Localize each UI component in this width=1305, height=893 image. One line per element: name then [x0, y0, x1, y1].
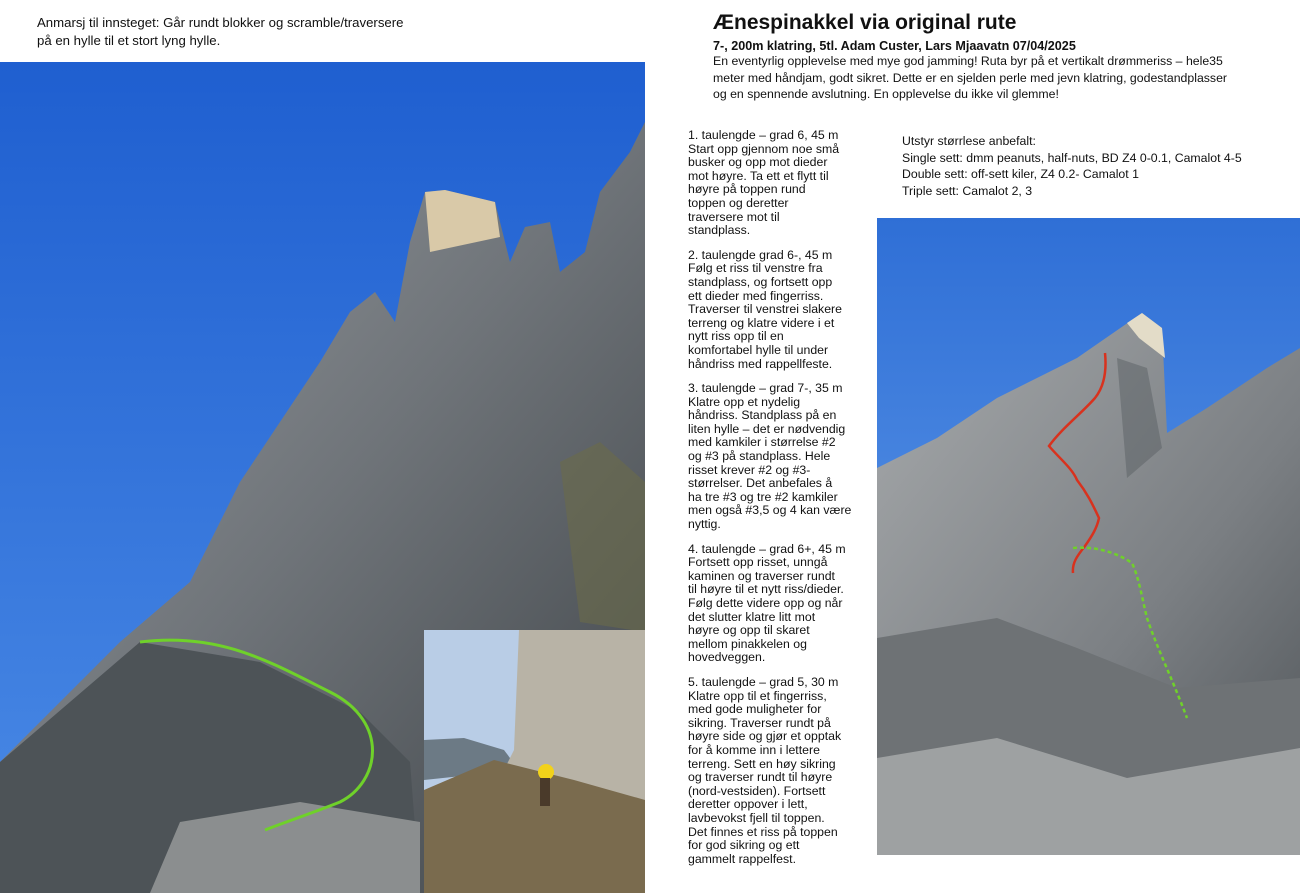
pitch-text: (nord-vestsiden). Fortsett — [688, 783, 826, 798]
pitch-3 — [688, 382, 873, 532]
pitch-heading: 5. taulengde – grad 5, 30 m — [688, 674, 839, 689]
pitch-heading: 2. taulengde grad 6-, 45 m — [688, 247, 833, 262]
pitch-text: terreng og klatre videre i et — [688, 315, 835, 330]
pitch-text: med kamkiler i størrelse #2 — [688, 435, 836, 450]
climber-icon — [538, 764, 554, 780]
pitch-text: håndriss med rappellfeste. — [688, 356, 833, 371]
gear-list — [902, 133, 1292, 199]
pitch-text: nytt riss opp til en — [688, 329, 784, 344]
pitch-text: og traverser rundt til høyre — [688, 770, 833, 785]
pitch-text: for å komme inn i lettere — [688, 742, 820, 757]
gear-item: Triple sett: Camalot 2, 3 — [902, 183, 1033, 198]
approach-note — [37, 14, 457, 50]
pitch-text: til høyre til et nytt riss/dieder. — [688, 582, 844, 597]
pitch-text: med gode muligheter for — [688, 702, 822, 717]
gear-item: Double sett: off-sett kiler, Z4 0.2- Camalot 1 — [902, 167, 1139, 181]
pitch-text: kaminen og traverser rundt — [688, 568, 835, 583]
pitch-text: liten hylle – det er nødvendig — [688, 421, 846, 436]
route-photo — [877, 218, 1300, 855]
pitch-text: høyre på toppen rund — [688, 182, 806, 197]
intro-line: og en spennende avslutning. En opplevelse du ikke vil glemme! — [713, 87, 1059, 101]
intro-line: meter med håndjam, godt sikret. Dette er en sjelden perle med jevn klatring, godestandplasser — [713, 70, 1228, 85]
pitch-5 — [688, 676, 873, 866]
pitch-text: men også #3,5 og 4 kan være — [688, 503, 852, 518]
gear-item: Single sett: dmm peanuts, half-nuts, BD Z4 0-0.1, Camalot 4-5 — [902, 150, 1242, 165]
approach-note-line: Anmarsj til innsteget: Går rundt blokker og scramble/traversere — [37, 15, 404, 30]
route-intro — [713, 53, 1273, 103]
pitch-text: ett dieder med fingerriss. — [688, 288, 824, 303]
pitch-text: nyttig. — [688, 517, 721, 532]
pitch-text: håndriss. Standplass på en — [688, 408, 837, 423]
pitch-1 — [688, 129, 873, 238]
intro-line: En eventyrlig opplevelse med mye god jamming! Ruta byr på et vertikalt drømmeriss – hele35 — [713, 54, 1223, 68]
pitch-text: mellom pinakkelen og — [688, 636, 807, 651]
pitch-text: ha tre #3 og tre #2 kamkiler — [688, 489, 838, 504]
pitch-text: Klatre opp til et fingerriss, — [688, 688, 827, 703]
climber-photo — [424, 630, 645, 893]
pitch-text: Klatre opp et nydelig — [688, 394, 801, 409]
pitch-2 — [688, 249, 873, 371]
pitch-text: høyre og opp til skaret — [688, 623, 810, 638]
pitch-text: Følg et riss til venstre fra — [688, 261, 823, 276]
pitch-text: terreng. Sett en høy sikring — [688, 756, 836, 771]
route-subtitle: 7-, 200m klatring, 5tl. Adam Custer, Lars Mjaavatn 07/04/2025 — [713, 39, 1076, 53]
pitch-text: busker og opp mot dieder — [688, 155, 828, 170]
pitch-heading: 4. taulengde – grad 6+, 45 m — [688, 541, 846, 556]
pitch-text: høyre side og gjør et opptak — [688, 729, 842, 744]
pitch-text: gammelt rappelfest. — [688, 851, 796, 866]
pitch-text: deretter oppover i lett, — [688, 797, 808, 812]
pitch-heading: 3. taulengde – grad 7-, 35 m — [688, 381, 843, 396]
pitch-text: Det finnes et riss på toppen — [688, 824, 838, 839]
gear-heading: Utstyr størrlese anbefalt: — [902, 134, 1036, 148]
pitch-text: og #3 på standplass. Hele — [688, 449, 831, 464]
pitch-text: hovedveggen. — [688, 650, 766, 665]
pitch-list — [688, 129, 873, 877]
pitch-4 — [688, 543, 873, 665]
pitch-text: størrelser. Det anbefales å — [688, 476, 833, 491]
pitch-text: lavbevokst fjell til toppen. — [688, 810, 825, 825]
pitch-text: Traverser til venstrei slakere — [688, 302, 842, 317]
pitch-text: traversere mot til — [688, 209, 780, 224]
approach-note-line: på en hylle til et stort lyng hylle. — [37, 33, 221, 48]
pitch-text: standplass, og fortsett opp — [688, 274, 833, 289]
pitch-heading: 1. taulengde – grad 6, 45 m — [688, 128, 839, 142]
pitch-text: sikring. Traverser rundt på — [688, 715, 831, 730]
pitch-text: Følg dette videre opp og når — [688, 596, 843, 610]
pitch-text: Fortsett opp risset, unngå — [688, 555, 828, 570]
pitch-text: toppen og deretter — [688, 195, 789, 210]
pitch-text: mot høyre. Ta ett et flytt til — [688, 168, 829, 183]
pitch-text: Start opp gjennom noe små — [688, 141, 840, 156]
pitch-text: risset krever #2 og #3- — [688, 462, 811, 477]
pitch-text: standplass. — [688, 223, 751, 238]
pitch-text: komfortabel hylle til under — [688, 342, 829, 357]
route-title: Ænespinakkel via original rute — [713, 11, 1017, 34]
pitch-text: det slutter klatre litt mot — [688, 609, 816, 624]
pitch-text: for god sikring og ett — [688, 838, 800, 853]
